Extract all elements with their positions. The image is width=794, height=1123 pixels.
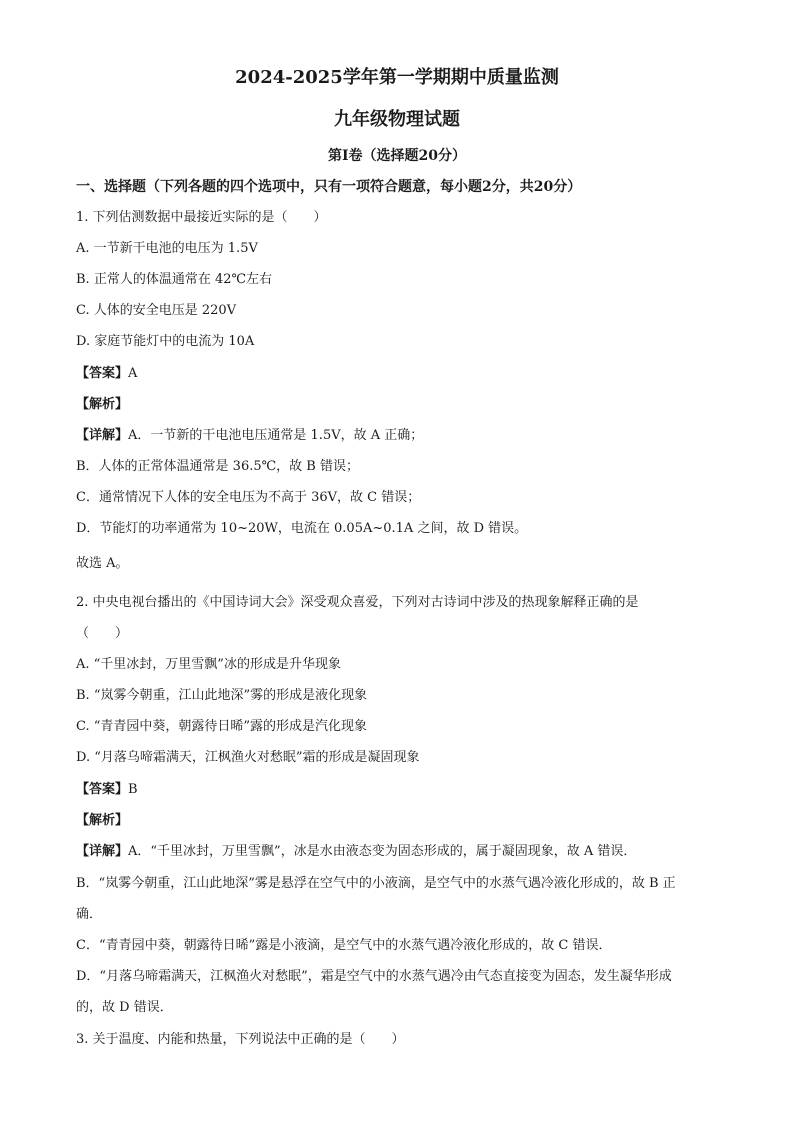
q1-stem: 1. 下列估测数据中最接近实际的是（ ） [76, 210, 327, 225]
answer-value: B [128, 782, 138, 797]
section-heading: 一、选择题（下列各题的四个选项中，只有一项符合题意，每小题2分，共20分） [76, 179, 582, 195]
detail-label: 【详解】 [76, 844, 129, 859]
q2-detail-d-line2: 的，故 D 错误． [76, 1000, 173, 1015]
q2-option-d: D. “月落乌啼霜满天，江枫渔火对愁眠”霜的形成是凝固现象 [76, 750, 420, 765]
q2-option-a: A. “千里冰封，万里雪飘”冰的形成是升华现象 [76, 657, 341, 672]
detail-text: A．一节新的干电池电压通常是 1.5V，故 A 正确； [128, 428, 424, 443]
exam-title: 2024-2025学年第一学期期中质量监测 [235, 67, 559, 88]
q3-stem: 3. 关于温度、内能和热量，下列说法中正确的是（ ） [76, 1032, 405, 1047]
q2-detail-b-line1: B．“岚雾今朝重，江山此地深”雾是悬浮在空气中的小液滴，是空气中的水蒸气遇冷液化形成的，故 B 正 [76, 876, 676, 891]
q2-stem-line2: （ ） [76, 626, 129, 641]
answer-value: A [128, 366, 138, 381]
q2-detail-d-line1: D．“月落乌啼霜满天，江枫渔火对愁眠”，霜是空气中的水蒸气遇冷由气态直接变为固态，发生凝华形成 [76, 969, 672, 984]
answer-label: 【答案】 [76, 366, 129, 381]
q2-detail-c: C．“青青园中葵，朝露待日晞”露是小液滴，是空气中的水蒸气遇冷液化形成的，故 C 错误． [76, 938, 612, 953]
detail-text: A．“千里冰封，万里雪飘”，冰是水由液态变为固态形成的，属于凝固现象，故 A 错误． [128, 844, 637, 859]
q1-detail-c: C．通常情况下人体的安全电压为不高于 36V，故 C 错误； [76, 490, 421, 505]
q1-option-b: B. 正常人的体温通常在 42℃左右 [76, 272, 273, 287]
q1-option-c: C. 人体的安全电压是 220V [76, 303, 237, 318]
q2-detail-a [76, 843, 724, 861]
q1-option-d: D. 家庭节能灯中的电流为 10A [76, 334, 255, 349]
q2-analysis-label: 【解析】 [76, 813, 129, 828]
q2-answer [76, 781, 724, 799]
q1-analysis-label: 【解析】 [76, 397, 129, 412]
q1-detail-d: D．节能灯的功率通常为 10~20W，电流在 0.05A~0.1A 之间，故 D 错误。 [76, 521, 528, 536]
q1-answer [76, 365, 724, 383]
q2-option-b: B. “岚雾今朝重，江山此地深”雾的形成是液化现象 [76, 688, 368, 703]
volume-heading: 第Ⅰ卷（选择题20分） [327, 148, 467, 164]
q1-option-a: A. 一节新干电池的电压为 1.5V [76, 241, 258, 256]
answer-label: 【答案】 [76, 782, 129, 797]
detail-label: 【详解】 [76, 428, 129, 443]
q1-detail-a [76, 427, 724, 445]
q2-stem-line1: 2. 中央电视台播出的《中国诗词大会》深受观众喜爱，下列对古诗词中涉及的热现象解释正确的是 [76, 595, 639, 610]
q1-detail-b: B．人体的正常体温通常是 36.5℃，故 B 错误； [76, 459, 359, 474]
q1-conclusion: 故选 A。 [76, 556, 129, 571]
q2-detail-b-line2: 确． [76, 907, 103, 922]
q2-option-c: C. “青青园中葵，朝露待日晞”露的形成是汽化现象 [76, 719, 368, 734]
exam-subtitle: 九年级物理试题 [334, 109, 460, 130]
